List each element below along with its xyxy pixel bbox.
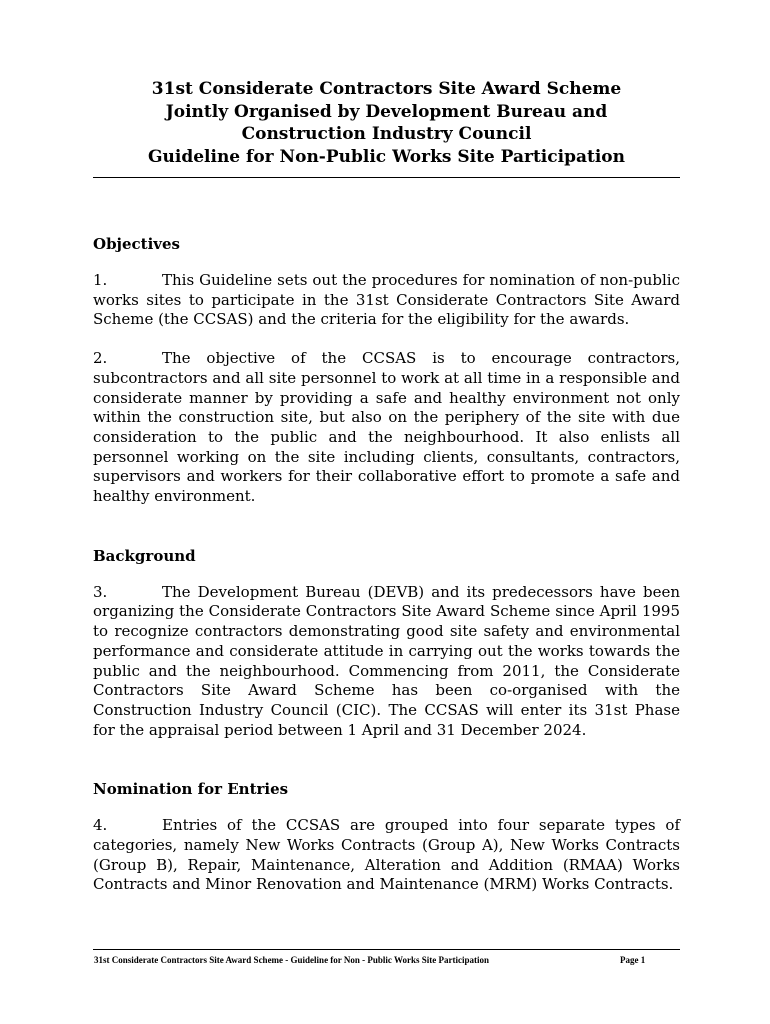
page-number: Page 1: [620, 955, 646, 965]
paragraph-2: [93, 349, 680, 507]
document-page: [93, 78, 680, 895]
paragraph-text: Entries of the CCSAS are grouped into four separate types of categories, namely New Works Contracts (Group A), New Works Contracts (Group B), Repair, Maintenance, Alteration and Addition (RMAA) Works Contracts and Minor Renovation and Maintenance (MRM) Works Contracts.: [93, 816, 680, 894]
paragraph-1: [93, 271, 680, 330]
paragraph-number: 4.: [93, 816, 108, 835]
paragraph-text: The Development Bureau (DEVB) and its predecessors have been organizing the Considerate Contractors Site Award Scheme since April 1995 to recognize contractors demonstrating good site safety and environmental performance and considerate attitude in carrying out the works towards the public and the neighbourhood. Commencing from 2011, the Considerate Contractors Site Award Scheme has been co-organised with the Construction Industry Council (CIC). The CCSAS will enter its 31st Phase for the appraisal period between 1 April and 31 December 2024.: [93, 582, 680, 739]
paragraph-3: [93, 583, 680, 741]
title-line-3: Construction Industry Council: [241, 124, 532, 144]
paragraph-text: This Guideline sets out the procedures for nomination of non-public works sites to participate in the 31st Considerate Contractors Site Award Scheme (the CCSAS) and the criteria for the eligibility for the awards.: [93, 271, 680, 329]
footer-title: 31st Considerate Contractors Site Award Scheme - Guideline for Non - Public Works Site Participation: [94, 955, 489, 965]
document-title: [93, 78, 680, 168]
paragraph-number: 1.: [93, 271, 108, 289]
paragraph-text: The objective of the CCSAS is to encourage contractors, subcontractors and all site personnel to work at all time in a responsible and considerate manner by providing a safe and healthy environment not only within the construction site, but also on the periphery of the site with due consideration to the public and the neighbourhood. It also enlists all personnel working on the site including clients, consultants, contractors, supervisors and workers for their collaborative effort to promote a safe and healthy environment.: [93, 349, 680, 506]
section-heading-nomination: Nomination for Entries: [93, 780, 289, 799]
title-divider: [93, 177, 680, 178]
section-heading-background: Background: [93, 546, 196, 565]
paragraph-number: 3.: [93, 582, 108, 601]
title-line-2: Jointly Organised by Development Bureau and: [165, 101, 608, 122]
page-footer: [93, 949, 680, 968]
paragraph-number: 2.: [93, 349, 108, 368]
paragraph-4: [93, 816, 680, 895]
title-line-1: 31st Considerate Contractors Site Award Scheme: [151, 79, 622, 99]
section-heading-objectives: Objectives: [93, 235, 180, 253]
title-line-4: Guideline for Non-Public Works Site Participation: [147, 146, 625, 167]
footer-divider: [93, 949, 680, 950]
